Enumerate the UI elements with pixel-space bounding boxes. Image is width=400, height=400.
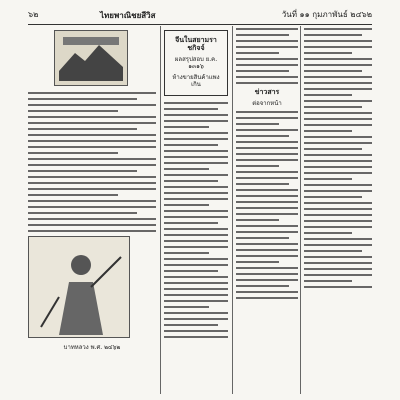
masthead-subtitle: ผลสรุปสอบ ย.ค. ๑๓๑๖ xyxy=(174,56,218,70)
masthead-title: จีนในสยามราชกิจจ์ xyxy=(175,35,217,52)
column-2 xyxy=(164,28,228,394)
header-rule xyxy=(28,24,372,25)
column-divider xyxy=(232,26,233,394)
column-1 xyxy=(28,28,156,394)
masthead-box xyxy=(164,30,228,96)
column-divider xyxy=(300,26,301,394)
column-3 xyxy=(236,28,298,394)
section-heading: ข่าวสาร xyxy=(254,87,280,96)
masthead-subtitle-2: ห้างขายสินค้าแพงเกิน xyxy=(172,74,220,88)
top-illustration xyxy=(54,30,128,86)
publication-title: ไทยพาณิชยสีวิส xyxy=(100,10,156,20)
bottom-illustration xyxy=(28,236,130,338)
section-subheading: ต่อจากหน้า xyxy=(252,100,282,107)
column-4 xyxy=(304,28,372,394)
illustration-caption: บาทหลวง พ.ศ. ๒๔๖๒ xyxy=(63,344,121,351)
issue-date: วันที่ ๑๑ กุมภาพันธ์ ๒๔๖๒ xyxy=(281,10,372,19)
column-divider xyxy=(160,26,161,394)
page-number: ๖๒ xyxy=(28,10,39,19)
page-header xyxy=(28,8,372,22)
